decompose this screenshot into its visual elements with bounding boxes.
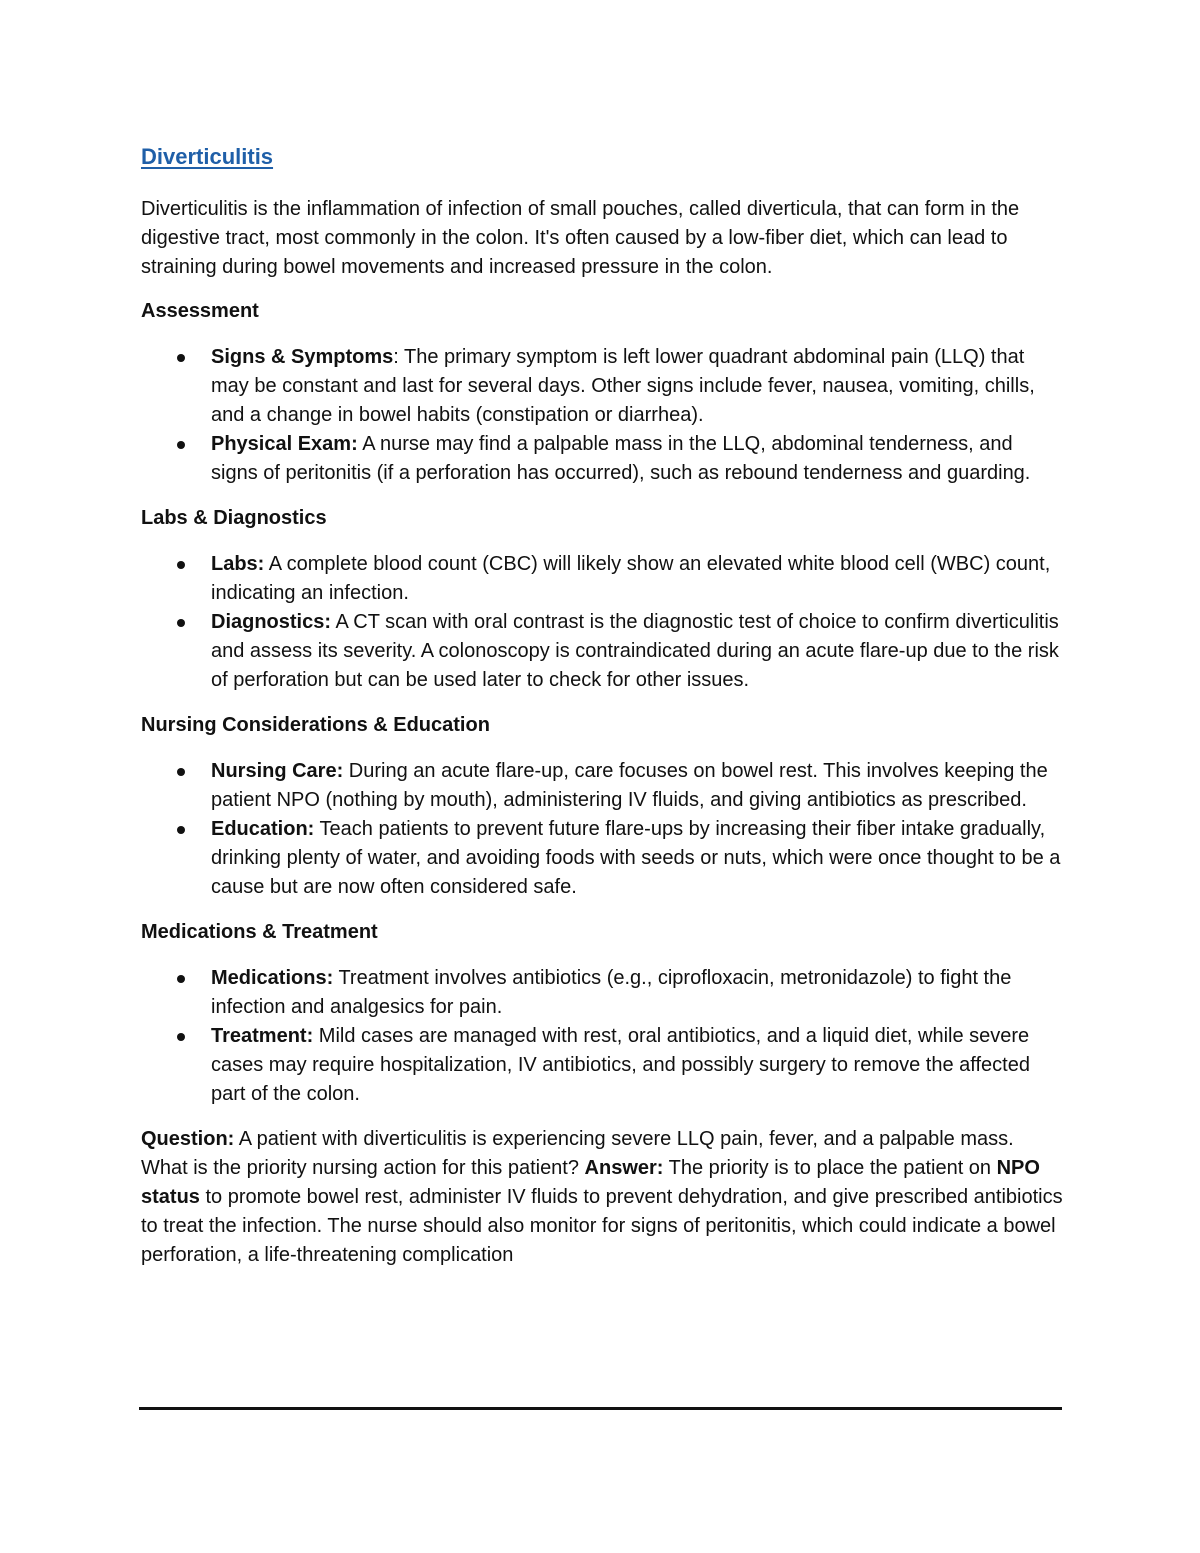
- list-item: [141, 1022, 1063, 1109]
- item-text: Mild cases are managed with rest, oral antibiotics, and a liquid diet, while severe cases may require hospitalization, IV antibiotics, and possibly surgery to remove the affected part of the colon.: [211, 1025, 1030, 1105]
- bullet-list: [141, 550, 1063, 695]
- intro-paragraph: Diverticulitis is the inflammation of infection of small pouches, called diverticula, that can form in the digestive tract, most commonly in the colon. It's often caused by a low-fiber diet, which can lead to straining during bowel movements and increased pressure in the colon.: [141, 198, 1020, 278]
- item-label: Diagnostics:: [211, 611, 332, 633]
- list-item: [141, 430, 1063, 488]
- section-heading: Assessment: [141, 300, 259, 322]
- bottom-border-rule: [139, 1407, 1062, 1410]
- list-item: [141, 815, 1063, 902]
- item-label: Medications:: [211, 967, 334, 989]
- item-label: Nursing Care:: [211, 760, 344, 782]
- document-page: [141, 141, 1063, 1270]
- bullet-icon: [177, 826, 185, 834]
- item-label: Treatment:: [211, 1025, 314, 1047]
- bullet-icon: [177, 1033, 185, 1041]
- item-label: Signs & Symptoms: [211, 346, 394, 368]
- question-text: A patient with diverticulitis is experiencing severe LLQ pain, fever, and a palpable mass. What is the priority nursing action for this patient?: [141, 1128, 1014, 1179]
- list-item: [141, 964, 1063, 1022]
- item-label: Labs:: [211, 553, 265, 575]
- section-nursing-considerations: [141, 711, 1063, 902]
- section-heading: Labs & Diagnostics: [141, 507, 327, 529]
- question-answer-paragraph: [141, 1125, 1063, 1270]
- answer-emphasis: NPO status: [141, 1157, 1040, 1208]
- bullet-list: [141, 757, 1063, 902]
- item-text: Teach patients to prevent future flare-ups by increasing their fiber intake gradually, drinking plenty of water, and avoiding foods with seeds or nuts, which were once thought to be a cause but are now often considered safe.: [211, 818, 1061, 898]
- section-heading: Medications & Treatment: [141, 921, 378, 943]
- answer-text-continued: to promote bowel rest, administer IV fluids to prevent dehydration, and give prescribed antibiotics to treat the infection. The nurse should also monitor for signs of peritonitis, which could indicate a bowel perforation, a life-threatening complication: [141, 1186, 1063, 1266]
- item-text: During an acute flare-up, care focuses on bowel rest. This involves keeping the patient NPO (nothing by mouth), administering IV fluids, and giving antibiotics as prescribed.: [211, 760, 1048, 811]
- bullet-icon: [177, 561, 185, 569]
- item-text: A complete blood count (CBC) will likely show an elevated white blood cell (WBC) count, indicating an infection.: [211, 553, 1051, 604]
- section-labs-diagnostics: [141, 504, 1063, 695]
- item-label: Education:: [211, 818, 315, 840]
- list-item: [141, 608, 1063, 695]
- bullet-list: [141, 343, 1063, 488]
- section-heading: Nursing Considerations & Education: [141, 714, 490, 736]
- item-text: Treatment involves antibiotics (e.g., ciprofloxacin, metronidazole) to fight the infection and analgesics for pain.: [211, 967, 1012, 1018]
- question-label: Question:: [141, 1128, 235, 1150]
- document-title: Diverticulitis: [141, 144, 274, 169]
- list-item: [141, 550, 1063, 608]
- bullet-icon: [177, 975, 185, 983]
- answer-text: The priority is to place the patient on: [663, 1157, 997, 1179]
- list-item: [141, 757, 1063, 815]
- list-item: [141, 343, 1063, 430]
- item-text: A nurse may find a palpable mass in the LLQ, abdominal tenderness, and signs of peritonitis (if a perforation has occurred), such as rebound tenderness and guarding.: [211, 433, 1031, 484]
- item-text: A CT scan with oral contrast is the diagnostic test of choice to confirm diverticulitis and assess its severity. A colonoscopy is contraindicated during an acute flare-up due to the risk of perforation but can be used later to check for other issues.: [211, 611, 1059, 691]
- section-assessment: [141, 297, 1063, 488]
- bullet-icon: [177, 354, 185, 362]
- bullet-list: [141, 964, 1063, 1109]
- bullet-icon: [177, 619, 185, 627]
- item-text: : The primary symptom is left lower quadrant abdominal pain (LLQ) that may be constant and last for several days. Other signs include fever, nausea, vomiting, chills, and a change in bowel habits (constipation or diarrhea).: [211, 346, 1035, 426]
- answer-label: Answer:: [584, 1157, 664, 1179]
- item-label: Physical Exam:: [211, 433, 358, 455]
- section-medications-treatment: [141, 918, 1063, 1109]
- bullet-icon: [177, 768, 185, 776]
- bullet-icon: [177, 441, 185, 449]
